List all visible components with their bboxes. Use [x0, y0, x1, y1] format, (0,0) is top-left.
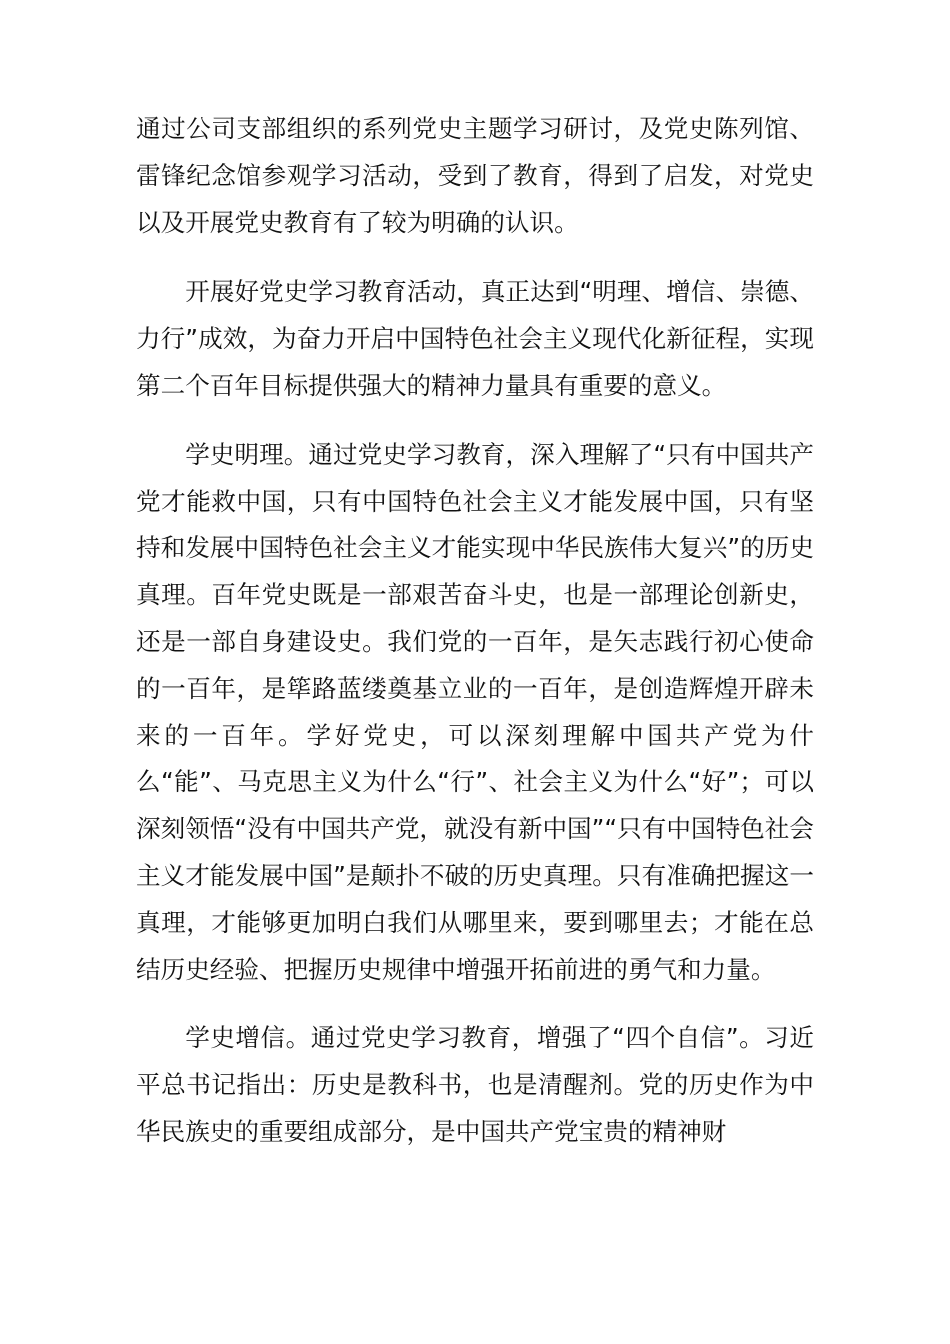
- paragraph-4: 学史增信。通过党史学习教育，增强了“四个自信”。习近平总书记指出：历史是教科书，也是清醒剂。党的历史作为中华民族史的重要组成部分，是中国共产党宝贵的精神财: [136, 1023, 814, 1146]
- paragraph-2: 开展好党史学习教育活动，真正达到“明理、增信、崇德、力行”成效，为奋力开启中国特色社会主义现代化新征程，实现第二个百年目标提供强大的精神力量具有重要的意义。: [136, 277, 814, 400]
- document-body: [136, 106, 814, 1156]
- paragraph-3: 学史明理。通过党史学习教育，深入理解了“只有中国共产党才能救中国，只有中国特色社会主义才能发展中国，只有坚持和发展中国特色社会主义才能实现中华民族伟大复兴”的历史真理。百年党史既是一部艰苦奋斗史，也是一部理论创新史，还是一部自身建设史。我们党的一百年，是矢志践行初心使命的一百年，是筚路蓝缕奠基立业的一百年，是创造辉煌开辟未来的一百年。学好党史，可以深刻理解中国共产党为什么“能”、马克思主义为什么“行”、社会主义为什么“好”；可以深刻领悟“没有中国共产党，就没有新中国”“只有中国特色社会主义才能发展中国”是颠扑不破的历史真理。只有准确把握这一真理，才能够更加明白我们从哪里来，要到哪里去；才能在总结历史经验、把握历史规律中增强开拓前进的勇气和力量。: [136, 439, 814, 984]
- paragraph-1: 通过公司支部组织的系列党史主题学习研讨，及党史陈列馆、雷锋纪念馆参观学习活动，受到了教育，得到了启发，对党史以及开展党史教育有了较为明确的认识。: [136, 114, 814, 237]
